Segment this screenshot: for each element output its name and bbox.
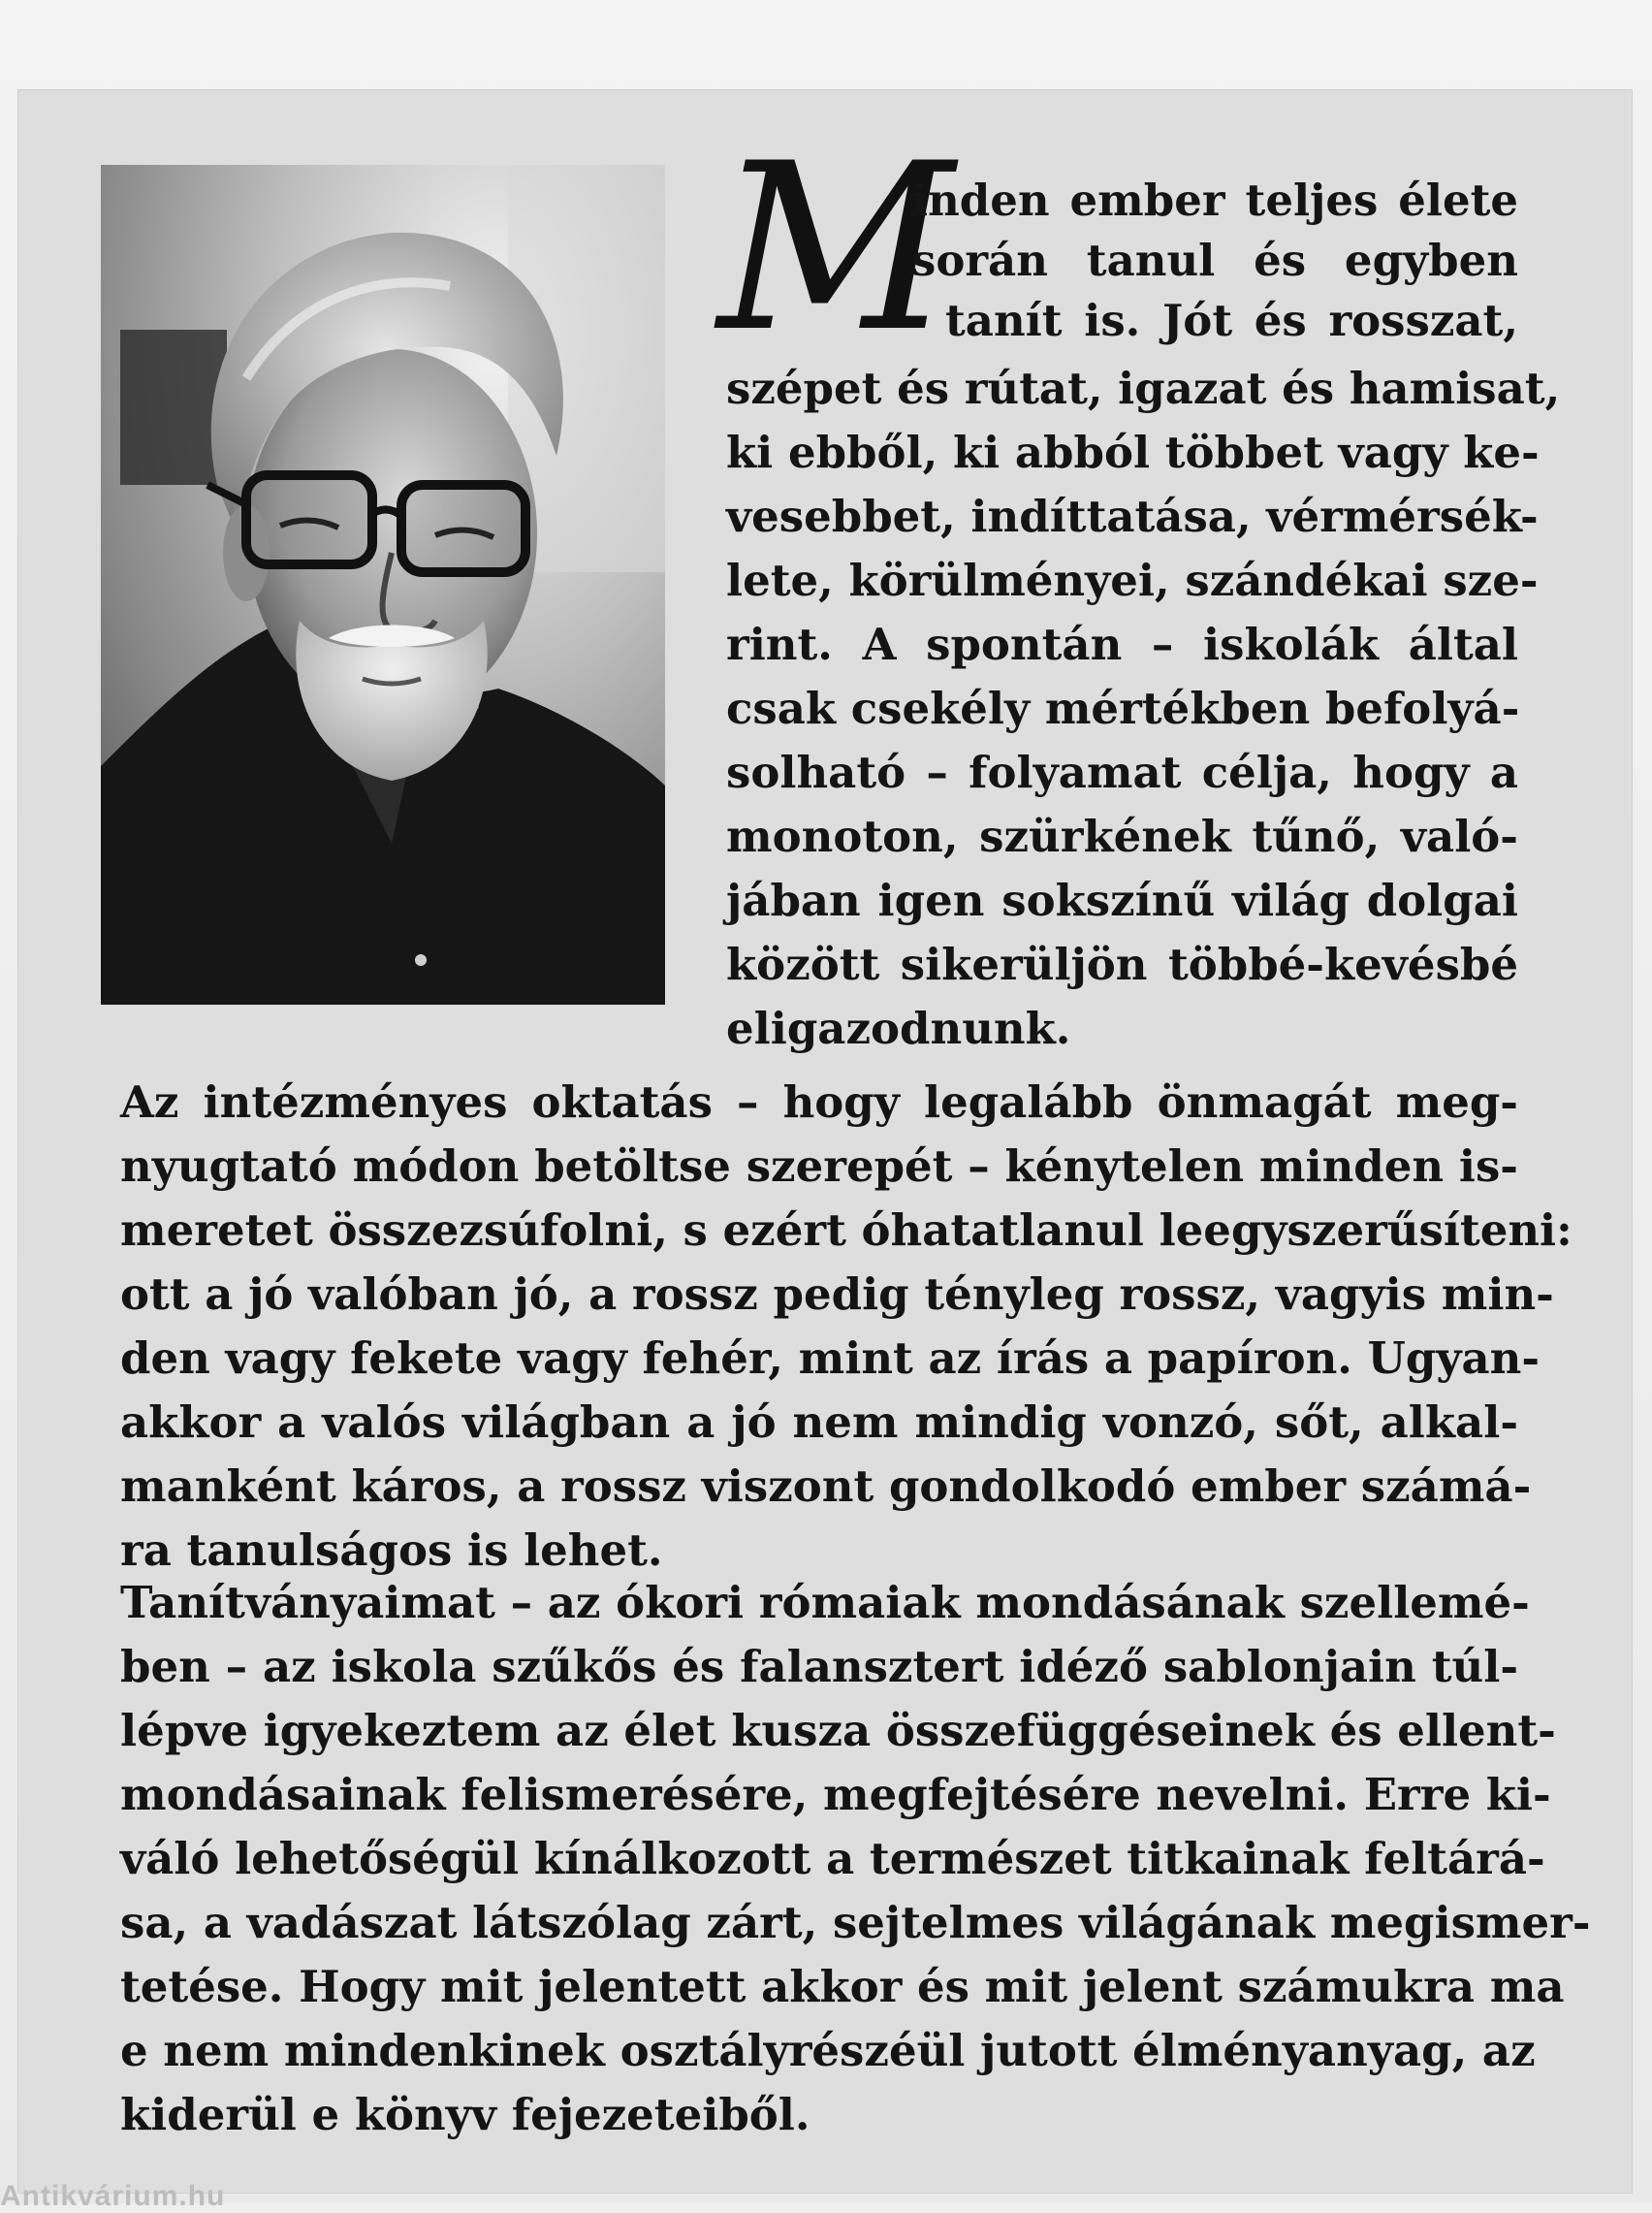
text-line: inden ember teljes élete bbox=[911, 175, 1518, 226]
text-line: tetése. Hogy mit jelentett akkor és mit jelent számukra ma bbox=[120, 1961, 1565, 2012]
text-line: manként káros, a rossz viszont gondolkodó ember számá- bbox=[120, 1460, 1532, 1512]
text-line: nyugtató módon betöltse szerepét – kénytelen minden is- bbox=[120, 1140, 1518, 1192]
text-line: vesebbet, indíttatása, vérmérsék- bbox=[726, 491, 1539, 542]
text-line: e nem mindenkinek osztályrészéül jutott élményanyag, az bbox=[120, 2025, 1536, 2076]
text-line: tanít is. Jót és rosszat, bbox=[945, 295, 1518, 346]
text-line: váló lehetőségül kínálkozott a természet titkainak feltárá- bbox=[120, 1833, 1545, 1884]
text-line: között sikerüljön többé-kevésbé bbox=[726, 939, 1518, 990]
text-line: den vagy fekete vagy fehér, mint az írás a papíron. Ugyan- bbox=[120, 1332, 1541, 1384]
text-line: monoton, szürkének tűnő, való- bbox=[726, 811, 1518, 862]
text-line: ben – az iskola szűkős és falansztert idéző sablonjain túl- bbox=[120, 1641, 1518, 1692]
text-line: mondásainak felismerésére, megfejtésére nevelni. Erre ki- bbox=[120, 1769, 1551, 1820]
text-line: lete, körülményei, szándékai sze- bbox=[726, 555, 1539, 606]
text-line: meretet összezsúfolni, s ezért óhatatlanul leegyszerűsíteni: bbox=[120, 1204, 1573, 1256]
text-line: csak csekély mértékben befolyá- bbox=[726, 683, 1520, 734]
text-line: során tanul és egyben bbox=[911, 235, 1518, 286]
text-line: Az intézményes oktatás – hogy legalább önmagát meg- bbox=[120, 1076, 1518, 1128]
text-line: lépve igyekeztem az élet kusza összefüggéseinek és ellent- bbox=[120, 1705, 1556, 1756]
text-line: sa, a vadászat látszólag zárt, sejtelmes világának megismer- bbox=[120, 1897, 1591, 1948]
text-line: ra tanulságos is lehet. bbox=[120, 1524, 663, 1576]
text-line: ott a jó valóban jó, a rossz pedig tényleg rossz, vagyis min- bbox=[120, 1268, 1554, 1320]
text-line: szépet és rútat, igazat és hamisat, bbox=[726, 363, 1561, 414]
author-portrait-illustration bbox=[101, 165, 665, 1005]
text-line: akkor a valós világban a jó nem mindig vonzó, sőt, alkal- bbox=[120, 1396, 1518, 1448]
text-line: Tanítványaimat – az ókori rómaiak mondásának szellemé- bbox=[120, 1577, 1530, 1628]
author-portrait bbox=[101, 165, 665, 1005]
watermark: Antikvárium.hu bbox=[0, 2180, 226, 2212]
text-line: kiderül e könyv fejezeteiből. bbox=[120, 2089, 810, 2140]
text-line: rint. A spontán – iskolák által bbox=[726, 619, 1518, 670]
text-line: solható – folyamat célja, hogy a bbox=[726, 747, 1518, 798]
text-line: eligazodnunk. bbox=[726, 1003, 1071, 1054]
drop-cap: M bbox=[717, 114, 954, 383]
text-line: ki ebből, ki abból többet vagy ke- bbox=[726, 427, 1540, 478]
text-line: jában igen sokszínű világ dolgai bbox=[726, 875, 1518, 926]
